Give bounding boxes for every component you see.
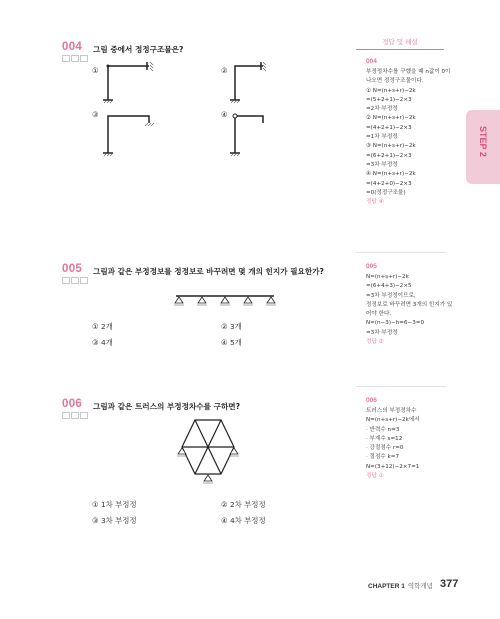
solution-004-line: =(6+2+1)−2×3 bbox=[366, 152, 412, 159]
solution-004-answer: 정답 ④ bbox=[366, 199, 384, 206]
frame-diagrams-004 bbox=[95, 60, 295, 160]
q005-option-4[interactable]: ④ 5개 bbox=[221, 338, 242, 347]
solution-004-line: =(4+2+1)−2×3 bbox=[366, 124, 412, 131]
q006-option-4[interactable]: ④ 4차 부정정 bbox=[221, 516, 266, 525]
solution-006-line: · 절점수 k=7 bbox=[366, 454, 400, 461]
solution-005-line: 어야 한다. bbox=[366, 311, 392, 318]
frame3-members bbox=[108, 116, 149, 153]
solution-006-line: N=(n+s+r)−2k에서 bbox=[366, 417, 420, 424]
q004-option-4[interactable]: ④ bbox=[221, 110, 228, 119]
q004-option-1[interactable]: ① bbox=[92, 66, 99, 75]
solution-005-line: 정정보로 바꾸려면 3개의 힌지가 있 bbox=[366, 301, 453, 308]
solution-005-line: =3차 부정정이므로, bbox=[366, 292, 416, 299]
solution-006-line: · 강절점수 r=0 bbox=[366, 445, 404, 452]
solution-divider bbox=[356, 386, 446, 387]
solution-005-line: =3차 부정정 bbox=[366, 329, 398, 336]
page-number: 377 bbox=[440, 578, 459, 590]
continuous-beam-diagram bbox=[170, 290, 280, 310]
q006-option-3[interactable]: ③ 3차 부정정 bbox=[92, 516, 137, 525]
solution-004-line: 부정정차수를 구했을 때 n값이 0이 bbox=[366, 69, 451, 75]
solution-004-line: =3차 부정정 bbox=[366, 161, 398, 168]
solution-004-line: ③ N=(n+s+r)−2k bbox=[366, 143, 416, 150]
hexagonal-truss-diagram bbox=[175, 414, 245, 494]
frame1-members bbox=[108, 66, 149, 100]
solution-004-line: ① N=(n+s+r)−2k bbox=[366, 87, 416, 94]
solution-004-line: ④ N=(n+s+r)−2k bbox=[366, 171, 416, 178]
q005-option-3[interactable]: ③ 4개 bbox=[92, 338, 113, 347]
solution-004-line: =(5+2+1)−2×3 bbox=[366, 96, 412, 103]
footer-chapter-title: 역학개념 bbox=[407, 583, 433, 590]
solution-004-line: =2차 부정정 bbox=[366, 106, 398, 113]
solution-004-line: =(4+2+0)−2×3 bbox=[366, 180, 412, 187]
check-boxes-005[interactable] bbox=[62, 277, 88, 284]
solution-number-005: 005 bbox=[366, 263, 377, 270]
solution-number-004: 004 bbox=[366, 58, 377, 65]
solution-number-006: 006 bbox=[366, 397, 377, 404]
solution-005-body bbox=[366, 273, 456, 347]
solution-header bbox=[356, 36, 444, 50]
q005-option-1[interactable]: ① 2개 bbox=[92, 322, 113, 331]
solution-006-body bbox=[366, 407, 456, 481]
q004-option-2[interactable]: ② bbox=[221, 66, 228, 75]
solution-005-answer: 정답 ② bbox=[366, 339, 384, 346]
solution-006-line: 트러스의 부정정차수 bbox=[366, 408, 417, 414]
question-text-005: 그림과 같은 부정정보를 정정보로 바꾸려면 몇 개의 힌지가 필요한가? bbox=[93, 267, 324, 276]
question-number-006: 006 bbox=[62, 398, 83, 410]
q005-option-2[interactable]: ② 3개 bbox=[221, 322, 242, 331]
solution-005-line: N=(n−3)−h=6−3=0 bbox=[366, 320, 424, 327]
frame2-members bbox=[235, 66, 263, 100]
solution-004-line: =0(정정구조물) bbox=[366, 189, 406, 196]
question-number-004: 004 bbox=[62, 41, 83, 53]
footer-chapter-label: CHAPTER 1 bbox=[368, 583, 405, 590]
solution-004-body bbox=[366, 68, 456, 207]
solution-006-answer: 정답 ① bbox=[366, 473, 384, 480]
solution-006-line: · 부재수 s=12 bbox=[366, 435, 403, 442]
solution-004-line: 나오면 정정구조물이다. bbox=[366, 78, 424, 85]
footer-chapter bbox=[368, 581, 433, 590]
question-text-004: 그림 중에서 정정구조물은? bbox=[93, 45, 184, 54]
q004-option-3[interactable]: ③ bbox=[92, 110, 99, 119]
solution-header-label: 정답 및 해설 bbox=[382, 38, 418, 46]
solution-004-line: =1차 부정정 bbox=[366, 134, 398, 141]
solution-006-line: N=(3+12)−2×7=1 bbox=[366, 463, 420, 470]
step-tab bbox=[466, 110, 500, 184]
check-boxes-006[interactable] bbox=[62, 412, 88, 419]
frame4-members bbox=[235, 116, 263, 153]
question-text-006: 그림과 같은 트러스의 부정정차수를 구하면? bbox=[93, 402, 241, 411]
solution-006-line: · 반력수 n=3 bbox=[366, 426, 400, 433]
solution-004-line: ② N=(n+s+r)−2k bbox=[366, 115, 416, 122]
q006-option-1[interactable]: ① 1차 부정정 bbox=[92, 500, 137, 509]
solution-005-line: =(6+4+3)−2×5 bbox=[366, 283, 412, 290]
q006-option-2[interactable]: ② 2차 부정정 bbox=[221, 500, 266, 509]
solution-divider bbox=[356, 252, 446, 253]
solution-005-line: N=(n+s+r)−2k bbox=[366, 274, 409, 280]
question-number-005: 005 bbox=[62, 263, 83, 275]
check-boxes-004[interactable] bbox=[62, 55, 88, 62]
step-tab-label: STEP 2 bbox=[478, 126, 488, 157]
